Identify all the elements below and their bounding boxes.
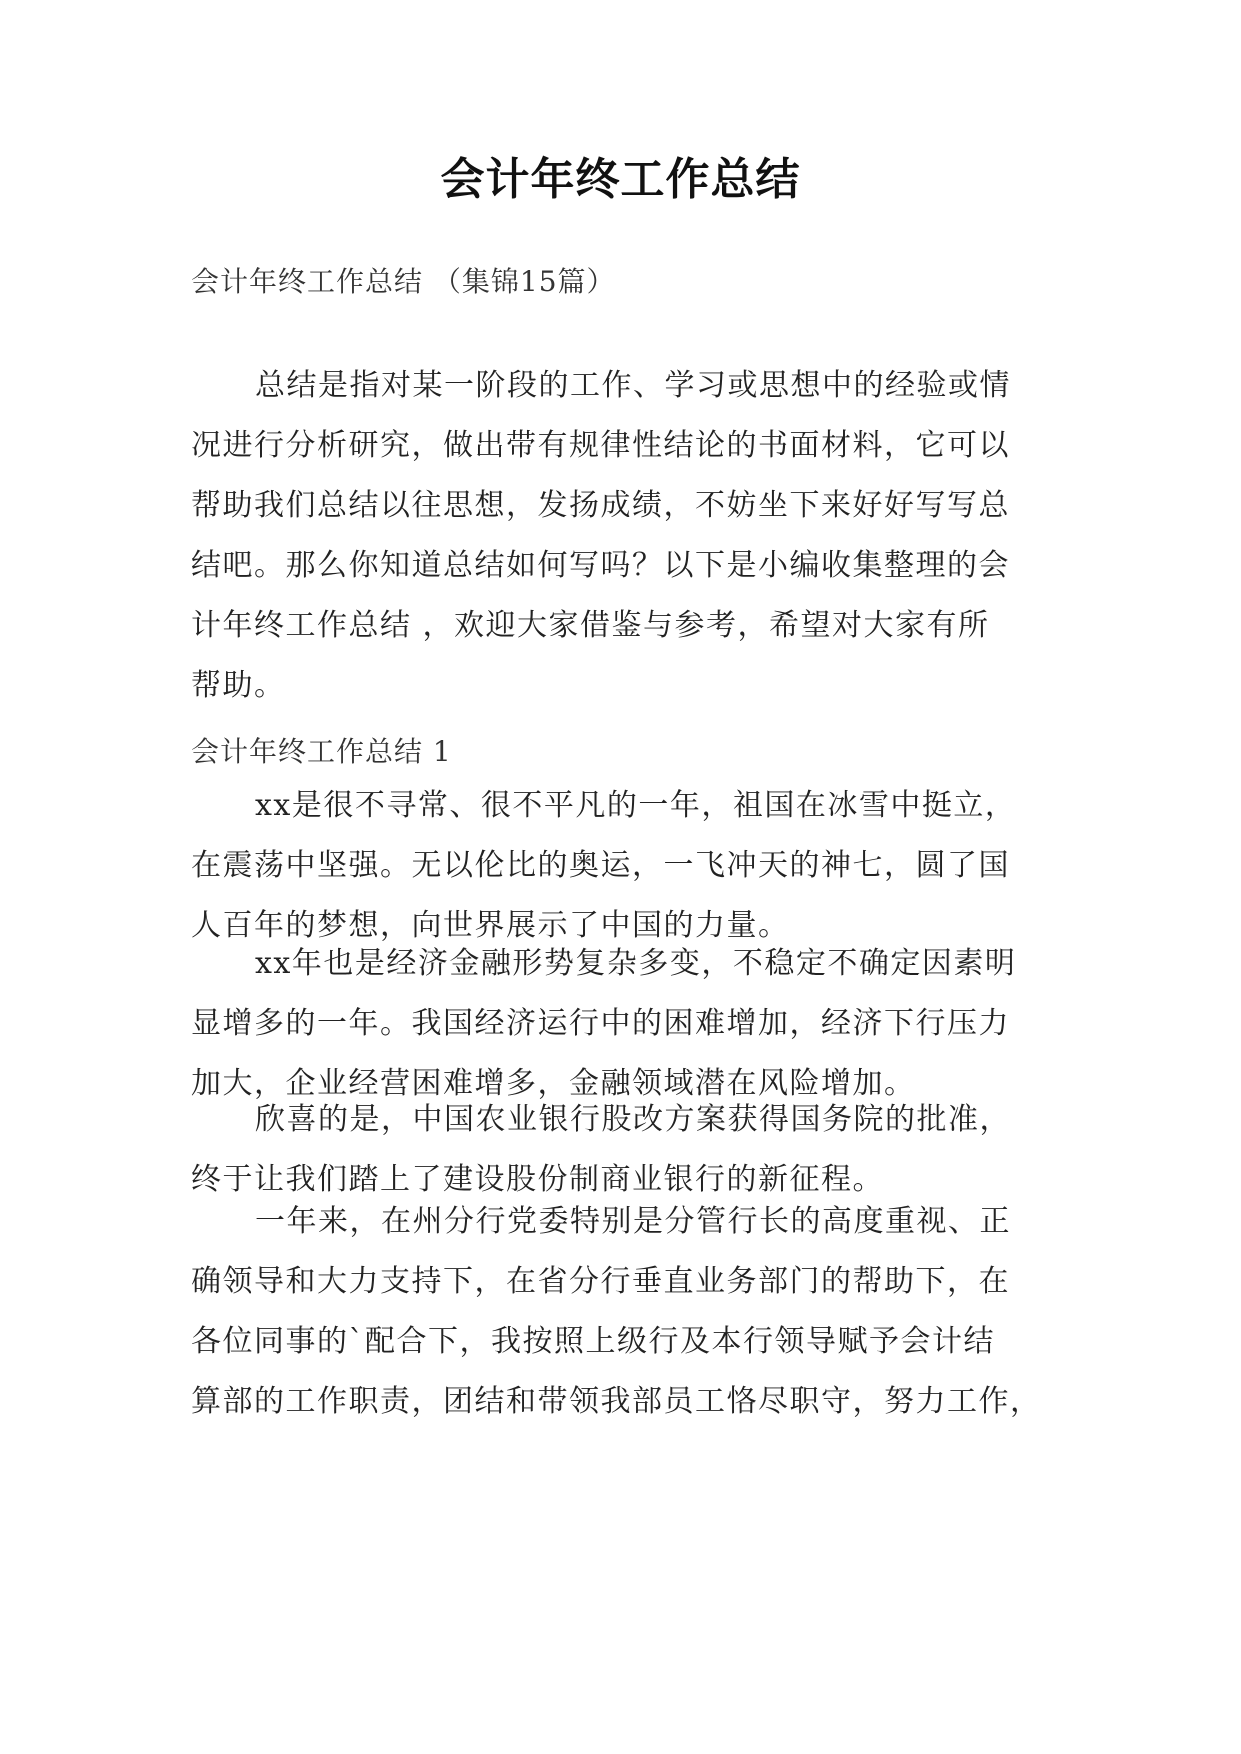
paragraph-4 [191,1192,1051,1432]
intro-line-3: 帮助我们总结以往思想，发扬成绩，不妨坐下来好好写写总 [191,488,1010,523]
document-title: 会计年终工作总结 [440,154,801,205]
p3-line-1: 欣喜的是，中国农业银行股改方案获得国务院的批准， [255,1102,1011,1137]
p1-line-1: xx是很不寻常、很不平凡的一年，祖国在冰雪中挺立， [255,788,1017,823]
intro-line-6: 帮助。 [191,668,286,703]
intro-line-4: 结吧。那么你知道总结如何写吗？以下是小编收集整理的会 [191,548,1010,583]
p2-line-3: 加大，企业经营困难增多，金融领域潜在风险增加。 [191,1066,916,1101]
section-heading-1: 会计年终工作总结 1 [191,735,452,768]
intro-line-1: 总结是指对某一阶段的工作、学习或思想中的经验或情 [255,368,1011,403]
p4-line-2: 确领导和大力支持下，在省分行垂直业务部门的帮助下，在 [191,1264,1010,1299]
p4-line-3: 各位同事的`配合下，我按照上级行及本行领导赋予会计结 [191,1324,995,1359]
intro-line-5: 计年终工作总结 ，欢迎大家借鉴与参考，希望对大家有所 [191,608,990,643]
p4-line-1: 一年来，在州分行党委特别是分管行长的高度重视、正 [255,1204,1011,1239]
p2-line-2: 显增多的一年。我国经济运行中的困难增加，经济下行压力 [191,1006,1010,1041]
intro-paragraph [191,356,1051,716]
paragraph-1 [191,776,1051,956]
p4-line-4: 算部的工作职责，团结和带领我部员工恪尽职守，努力工作， [191,1384,1042,1419]
p2-line-1: xx年也是经济金融形势复杂多变，不稳定不确定因素明 [255,946,1017,981]
intro-line-2: 况进行分析研究，做出带有规律性结论的书面材料，它可以 [191,428,1010,463]
p3-line-2: 终于让我们踏上了建设股份制商业银行的新征程。 [191,1162,884,1197]
p1-line-3: 人百年的梦想，向世界展示了中国的力量。 [191,908,790,943]
paragraph-2 [191,934,1051,1114]
document-subtitle: 会计年终工作总结 （集锦15篇） [191,265,616,298]
p1-line-2: 在震荡中坚强。无以伦比的奥运，一飞冲天的神七，圆了国 [191,848,1010,883]
